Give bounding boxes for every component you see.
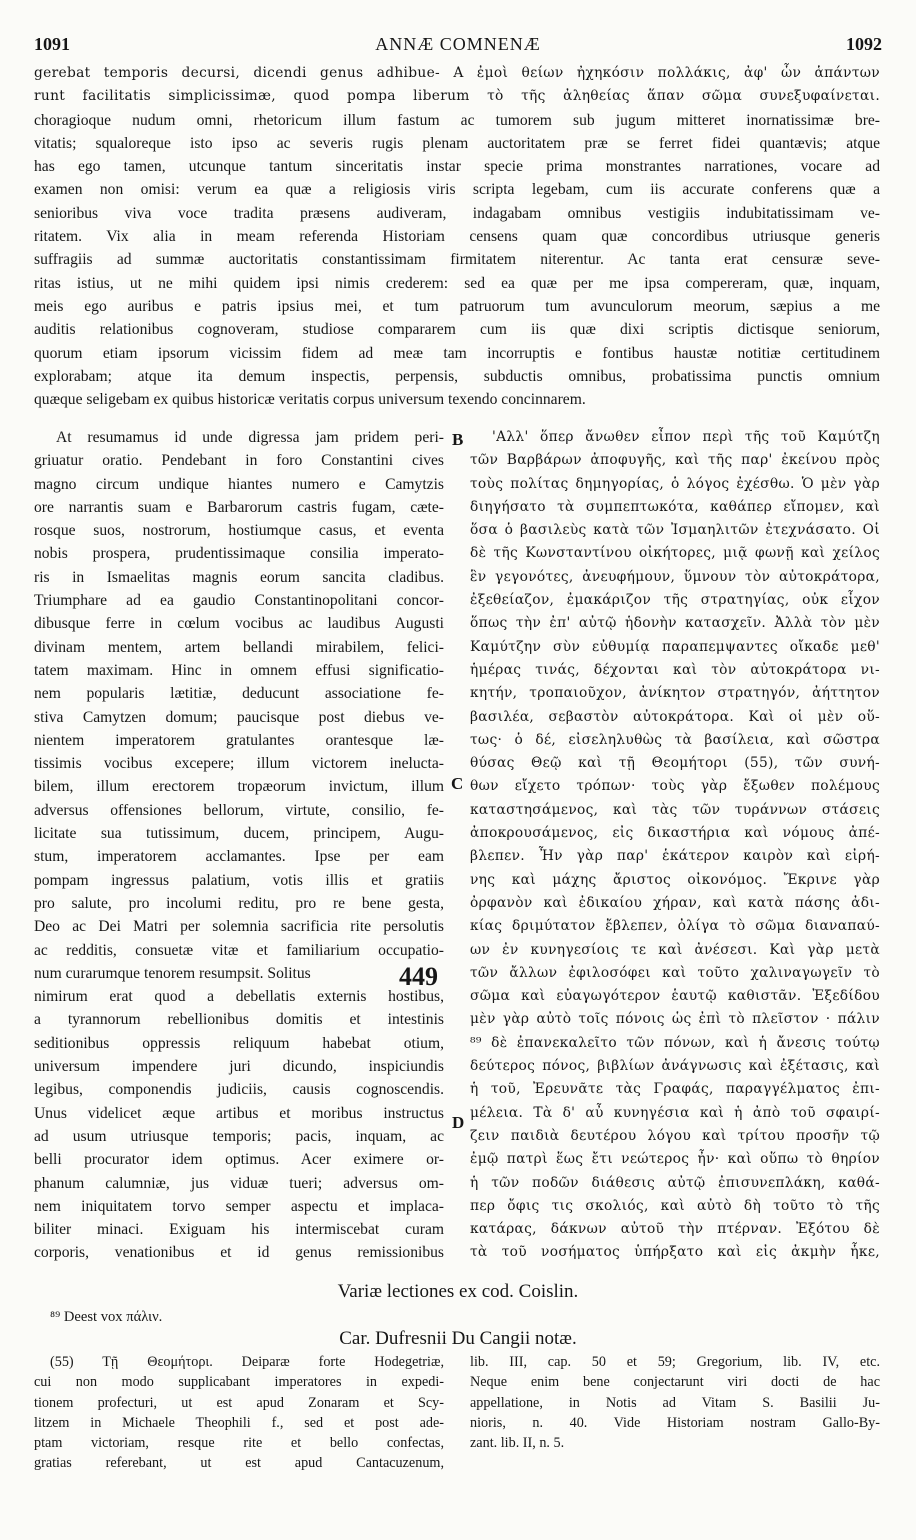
text-line: suffragiis ad summæ auctoritatis constantissimam firmitatem niterentur. Ac tanta erat censuræ seve-	[34, 251, 880, 269]
latin-line: a tyrannorum rebellionibus domitis et intestinis	[34, 1011, 444, 1029]
greek-line: ἡ τοῦ, Ἐρευνᾶτε τὰς Γραφάς, παραγγέλματος ἐπι-	[470, 1081, 880, 1098]
greek-line: Καμύτζην σὺν εὐθυμίᾳ παραπεμψαντες οἴκαδε μεθ'	[470, 638, 880, 655]
latin-line: magno circum undique hiantes numero e Camytzis	[34, 475, 444, 493]
greek-line: ἀποκρουσάμενος, εἰς δικαστήρια καὶ νόμους ἀπέ-	[470, 825, 880, 842]
greek-line: δὲ τῆς Κωνσταντίνου οἰκήτορες, μιᾷ φωνῇ καὶ χείλος	[470, 545, 880, 562]
latin-column	[34, 426, 444, 1265]
greek-line: βλεπεν. Ἦν γὰρ παρ' ἑκάτερον καιρὸν καὶ εἰρή-	[470, 848, 880, 865]
greek-line: καταστησάμενος, καὶ τὰς τῶν τυράννων στάσεις	[470, 801, 880, 818]
greek-line: περ ὄφις τις σκολιός, καὶ αὐτὸ δὴ τοῦτο τὸ τῆς	[470, 1197, 880, 1214]
margin-marker-c: C	[451, 774, 464, 793]
text-line: quorum etiam ipsorum vicissim fidem ad meæ tam incorruptis e fontibus haustæ notitiæ certitudinem	[34, 344, 880, 362]
latin-line: phanum calumniæ, jus viduæ tueri; adversus om-	[34, 1174, 444, 1192]
latin-line: nientem imperatorem gratulantes orantesque læ-	[34, 731, 444, 749]
greek-line: ων ἐν κυνηγεσίοις τε καὶ ἀνέσεσι. Καὶ γὰρ μετὰ	[470, 941, 880, 958]
footnote-line: tionem profecturi, ut est apud Zonaram et Scy-	[34, 1394, 444, 1411]
greek-line: ὀρφανὸν καὶ ἐδικαίου χήραν, καὶ κατὰ πάσης ἀδι-	[470, 894, 880, 911]
latin-line: pompam ingressus palatium, votis illis et gratiis	[34, 871, 444, 889]
text-line: meis ego auribus e patris ipsius mei, et tum patruorum tum avunculorum meorum, sæpius a me	[34, 297, 880, 315]
greek-column	[470, 426, 880, 1265]
page-number-left: 1091	[34, 34, 70, 54]
latin-line: adversus offensiones bellorum, virtute, consilio, fe-	[34, 801, 444, 819]
top-paragraph	[34, 62, 880, 411]
greek-line: τῶν ἄλλων ἐφιλοσόφει καὶ τοῦτο χαλιναγωγεῖν τὸ	[470, 964, 880, 981]
text-line: has ego tamen, utcunque tantum sinceritatis instar specie prima monstrantes narrationes, vocare ad	[34, 158, 880, 176]
latin-line: At resumamus id unde digressa jam pridem peri-	[56, 429, 444, 446]
greek-line: θύσας Θεῷ καὶ τῇ Θεομήτορι (55), τῶν συνή-	[470, 755, 880, 772]
latin-line: ore narrantis suam e Barbarorum castris fugam, cæte-	[34, 498, 444, 516]
greek-line: τοὺς πολίτας δημηγορίας, ὁ λόγος ἐχέσθω. Ὁ μὲν γὰρ	[470, 475, 880, 492]
footnote-left-column	[34, 1352, 444, 1474]
latin-line: Triumphare ad ea gaudio Constantinopolitani concor-	[34, 592, 444, 610]
latin-line: stum, imperatorem acclamantes. Ipse per eam	[34, 848, 444, 866]
latin-line: num curarumque tenorem resumpsit. Solitus	[34, 964, 311, 982]
edition-page-number: 449	[399, 962, 438, 991]
text-line: senioribus viva voce tradita præsens audiveram, indagabam omnibus vestigiis indubitatissimam ve-	[34, 204, 880, 222]
text-line: vitatis; squaloreque isto ipso ac severis rugis plenam auctoritatem præ se ferret fidei quantævis; atque	[34, 134, 880, 152]
latin-line: ris in Ismaelitas magnis eorum sancita cladibus.	[34, 568, 444, 586]
margin-marker-d: D	[452, 1113, 465, 1132]
greek-line: ὅπως τὴν ἐπ' αὐτῷ ἡδονὴν κατασχεῖν. Ἀλλὰ τὸν μὲν	[470, 615, 880, 632]
greek-line: κητήν, τροπαιοῦχον, ἀνίκητον στρατηγόν, ἀήττητον	[470, 685, 880, 702]
latin-line: stiva Camytzen domum; paucisque post diebus ve-	[34, 708, 444, 726]
footnote-line: (55) Τῇ Θεομήτορι. Deiparæ forte Hodegetriæ,	[50, 1354, 444, 1370]
variae-note: ⁸⁹ Deest vox πάλιν.	[50, 1309, 163, 1325]
latin-line: nobis prospera, prudentissimaque consilia imperato-	[34, 545, 444, 563]
latin-line: ac redditis, consuetæ vitæ et familiarium occupatio-	[34, 941, 444, 959]
greek-line: ἐξεθείαζον, ἐμακάριζον τῆς στρατηγίας, οὐκ εἶχον	[470, 592, 880, 609]
greek-line: ἡμέρας τινάς, δέχονται καὶ τὸν αὐτοκράτορα νι-	[470, 661, 880, 678]
footnote-line: cui non modo supplicabant imperatores in expedi-	[34, 1374, 444, 1391]
footnote-line: appellatione, in Notis ad Vitam S. Basilii Ju-	[470, 1394, 880, 1411]
greek-line: μέλεια. Τὰ δ' αὖ κυνηγέσια καὶ ἡ ἀπὸ τοῦ σφαιρί-	[470, 1104, 880, 1121]
footnote-line: gratias referebant, ut est apud Cantacuzenum,	[34, 1455, 444, 1472]
latin-line: biliter minaci. Exiguam his intermiscebat curam	[34, 1221, 444, 1239]
greek-line: τως· ὁ δέ, εἰσεληλυθὼς τὰ βασίλεια, καὶ σῶστρα	[470, 731, 880, 748]
latin-line: licitate sua tutissimum, ducem, principem, Augu-	[34, 825, 444, 843]
latin-line: divinam mentem, artem bellandi mirabilem, felici-	[34, 638, 444, 656]
page-number-right: 1092	[846, 34, 882, 54]
greek-line: τὰ τοῦ νοσήματος ὑπήρξατο καὶ εἰς ἀκμὴν ἧκε,	[470, 1244, 880, 1261]
greek-line: ὅσα ὁ βασιλεὺς κατὰ τῶν Ἰσμαηλιτῶν ἐτεχνάσατο. Οἱ	[470, 522, 880, 539]
latin-line: Unus videlicet æque artibus et moribus instructus	[34, 1104, 444, 1122]
text-line: gerebat temporis decursi, dicendi genus adhibue- A ἐμοὶ θείων ἠχηκόσιν πολλάκις, ἀφ' ὧν ἁπάντων	[34, 65, 880, 81]
latin-line: universum impendere juri dicundo, inspiciundis	[34, 1058, 444, 1076]
latin-line: corporis, venationibus et id genus remissionibus	[34, 1244, 444, 1262]
latin-line: tatem maximam. Hinc in omnem effusi significatio-	[34, 661, 444, 679]
greek-line: ζειν παιδιὰ δευτέρου λόγου καὶ τρίτου προσῆν τῷ	[470, 1127, 880, 1144]
latin-line: Deo ac Dei Matri per solemnia sacrificia rite persolutis	[34, 918, 444, 936]
latin-line: bilem, illum erectorem tropæorum invictum, illum	[34, 778, 444, 796]
margin-marker-b: B	[452, 430, 464, 449]
greek-line: ἓν γεγονότες, ἀνευφήμουν, ὕμνουν τὸν αὐτοκράτορα,	[470, 568, 880, 585]
text-line: runt facilitatis simplicissimæ, quod pompa liberum τὸ τῆς ἀληθείας ἅπαν σῶμα συνεξυφαίνεται.	[34, 88, 880, 105]
greek-line: θων εἴχετο τρόπων· τοὺς γὰρ ἔξωθεν πολέμους	[470, 778, 880, 795]
greek-line: ἡ τῶν ποδῶν διάθεσις αὐτῷ ἐπισυνεπλάκη, καθά-	[470, 1174, 880, 1191]
footnote-line: zant. lib. II, n. 5.	[470, 1435, 565, 1452]
latin-line: nem iniquitatem torvo semper aspectu et implaca-	[34, 1197, 444, 1215]
variae-lectiones-title: Variæ lectiones ex cod. Coislin.	[337, 1281, 579, 1302]
latin-line: rosque suos, nostrorum, hostiumque casus, et eventa	[34, 522, 444, 540]
text-line: auditis relationibus cognoveram, studiose compararem cum iis quæ dixi scriptis dictisque seniorum,	[34, 321, 880, 339]
latin-line: ad usum utriusque temporis; pacis, inquam, ac	[34, 1127, 444, 1145]
notes-title: Car. Dufresnii Du Cangii notæ.	[339, 1328, 577, 1349]
greek-line: 'Αλλ' ὅπερ ἄνωθεν εἶπον περὶ τῆς τοῦ Καμύτζη	[492, 429, 880, 445]
footnote-line: litzem in Michaele Theophili f., sed et post ade-	[34, 1414, 444, 1431]
greek-line: ἐμῷ πατρὶ ἕως ἔτι νεώτερος ἦν· καὶ οὕπω τὸ θηρίον	[470, 1151, 880, 1168]
text-line: examen non omisi: verum ea quæ a religiosis viris scripta legebam, cum iis accurate conferens quæ a	[34, 181, 880, 199]
text-line: explorabam; atque ita demum inspectis, perpensis, subductis omnibus, probatissima punctis omnium	[34, 367, 880, 385]
latin-line: tissimis vocibus excepere; illum victorem ineluctа-	[34, 755, 444, 773]
footnote-line: ptam victoriam, resque rite et bello confectas,	[34, 1435, 444, 1452]
text-line: quæque seligebam ex quibus historicæ veritatis corpus universum texendo concinnarem.	[34, 391, 586, 409]
latin-line: belli procurator idem optimus. Acer eximere or-	[34, 1151, 444, 1169]
latin-line: seditionibus oppressis reliquum habebat otium,	[34, 1034, 444, 1052]
text-line: ritatem. Vix alia in meam referenda Historiam censens quam quæ concordibus utriusque generis	[34, 228, 880, 246]
greek-line: μὲν γὰρ αὐτὸ τοῖς πόνοις ὡς ἐπὶ τὸ πλεῖστον · πάλιν	[470, 1011, 880, 1028]
latin-line: legibus, componendis judiciis, causis cognoscendis.	[34, 1081, 444, 1099]
greek-line: βασιλέα, σεβαστὸν αὐτοκράτορα. Καὶ οἱ μὲν οὕ-	[470, 708, 880, 725]
latin-line: nem popularis lætitiæ, deducunt associatione fe-	[34, 685, 444, 703]
greek-line: κατάρας, δάκνων αὐτοῦ τὴν πτέρναν. Ἐξότου δὲ	[470, 1221, 880, 1238]
footnote-line: lib. III, cap. 50 et 59; Gregorium, lib. IV, etc.	[470, 1354, 880, 1370]
text-line: choragioque nudum omni, rhetoricum illum fastum ac tumorem sub jugum mitteret inornatissimæ bre-	[34, 111, 880, 129]
greek-line: σῶμα καὶ εὐαγωγότερον ἑαυτῷ καθιστᾶν. Ἐξεδίδου	[470, 988, 880, 1005]
latin-line: dibusque ferre in cœlum vocibus ac laudibus Augusti	[34, 615, 444, 633]
footnote-right-column	[470, 1352, 880, 1453]
running-title: ANNÆ COMNENÆ	[375, 34, 541, 54]
greek-line: διηγήσατο τὰ συμπεπτωκότα, καθάπερ εἴπομεν, καὶ	[470, 498, 880, 515]
footnote-line: nioris, n. 40. Vide Historiam nostram Gallo-By-	[470, 1414, 880, 1431]
greek-line: τῶν Βαρβάρων ἀποφυγῆς, καὶ τῆς παρ' ἐκείνου πρὸς	[470, 452, 880, 469]
greek-line: κίας δριμύτατον ἔβλεπεν, ὀλίγα τὸ σῶμα διαναπαύ-	[470, 918, 880, 935]
greek-line: δεύτερος πόνος, βιβλίων ἀνάγνωσις καὶ ἐξέτασις, καὶ	[470, 1058, 880, 1075]
footnote-line: Neque enim bene conjectarunt viri docti de hac	[470, 1374, 880, 1391]
greek-line: νης καὶ μάχης ἄριστος οἰκονόμος. Ἔκρινε γὰρ	[470, 871, 880, 888]
latin-line: nimirum erat quod a debellatis externis hostibus,	[34, 988, 444, 1006]
greek-line: ⁸⁹ δὲ ἐπανεκαλεῖτο τῶν πόνων, καὶ ἡ ἄνεσις τούτῳ	[470, 1034, 880, 1051]
latin-line: pro salute, pro incolumi reditu, pro re bene gesta,	[34, 894, 444, 912]
text-line: ritas istius, ut ne mihi quidem ipsi nimis crederem: sed ea quæ per me ipsa compereram, quæ, inquam,	[34, 274, 880, 292]
latin-line: griuatur oratio. Pendebant in foro Constantini cives	[34, 452, 444, 470]
